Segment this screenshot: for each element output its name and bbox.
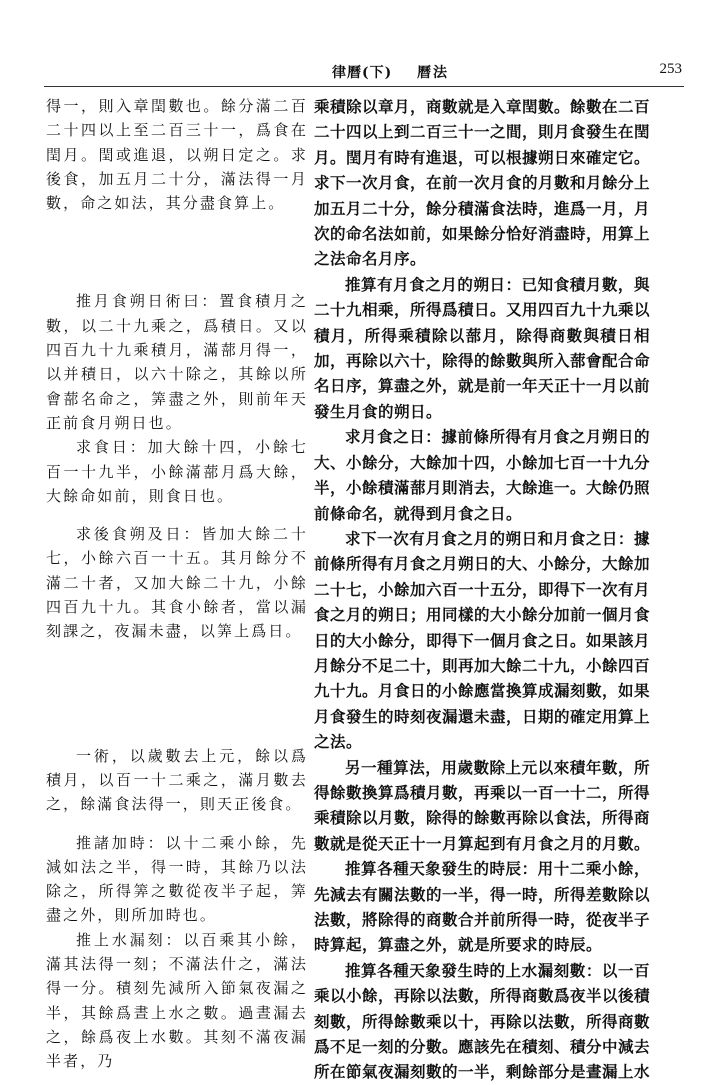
spacer xyxy=(46,817,308,831)
left-paragraph-2: 推月食朔日術曰：置食積月之數，以二十九乘之，爲積日。又以四百九十九乘積月，滿蔀月得一，以并積日，以六十除之，其餘以所會蔀名命之，筭盡之外，則前年天正前食月朔日也。 xyxy=(46,292,308,432)
chapter-title: 律曆(下) xyxy=(332,65,393,81)
running-header xyxy=(42,58,684,84)
section-title: 曆法 xyxy=(417,65,449,81)
right-paragraph-2: 推算有月食之月的朔日：已知食積月數，與二十九相乘，所得爲積日。又用四百九十九乘以積月，所得乘積除以蔀月，除得商數與積日相加，再除以六十，除得的餘數與所入蔀會配合命名日序，算盡之外，就是前一年天正十一月以前發生月食的朔日。 xyxy=(314,274,651,421)
right-paragraph-7: 推算各種天象發生時的上水漏刻數：以一百乘以小餘，再除以法數，所得商數爲夜半以後積刻數，所得餘數乘以十，再除以法數，所得商數爲不足一刻的分數。應該先在積刻、積分中減去所在節氣夜漏刻數的一半，剩餘部分是晝漏上水 xyxy=(314,960,651,1082)
right-column-translation xyxy=(314,94,650,1085)
page-number: 253 xyxy=(659,61,682,77)
right-paragraph-3: 求月食之日：據前條所得有月食之月朔日的大、小餘分，大餘加十四，小餘加七百一十九分半，小餘積滿蔀月則消去，大餘進一。大餘仍照前條命名，就得到月食之日。 xyxy=(314,427,651,523)
right-paragraph-6: 推算各種天象發生的時辰：用十二乘小餘，先減去有關法數的一半，得一時，所得差數除以法數，將除得的商數合并前所得一時，從夜半子時算起，算盡之外，就是所要求的時辰。 xyxy=(314,859,651,955)
right-paragraph-4: 求下一次有月食之月的朔日和月食之日：據前條所得有月食之月朔日的大、小餘分，大餘加二十七，小餘加六百一十五分，即得下一次有月食之月的朔日；用同樣的大小餘分加前一個月食日的大小餘分，即得下一個月食之日。如果該月月餘分不足二十，則再加大餘二十九，小餘四百九十九。月食日的小餘應當換算成漏刻數，如果月食發生的時刻夜漏還未盡，日期的確定用算上之法。 xyxy=(314,528,651,752)
right-paragraph-1: 乘積除以章月，商數就是入章閏數。餘數在二百二十四以上到二百三十一之間，則月食發生在閏月。閏月有時有進退，可以根據朔日來確定它。求下一次月食，在前一次月食的月數和月餘分上加五月二十分，餘分積滿食法時，進爲一月，月次的命名法如前，如果餘分恰好消盡時，用算上之法命名月序。 xyxy=(314,97,651,269)
spacer xyxy=(46,215,308,289)
left-paragraph-6: 推諸加時：以十二乘小餘，先減如法之半，得一時，其餘乃以法除之，所得筭之數從夜半子起，筭盡之外，則所加時也。 xyxy=(46,833,308,925)
left-column-classical-text xyxy=(46,94,308,1074)
right-paragraph-5: 另一種算法，用歲數除上元以來積年數，所得餘數換算爲積月數，再乘以一百一十二，所得乘積除以月數，除得的餘數再除以食法，所得商數就是從天正十一月算起到有月食之月的月數。 xyxy=(314,757,651,853)
left-paragraph-1: 得一，則入章閏數也。餘分滿二百二十四以上至二百三十一，爲食在閏月。閏或進退，以朔日定之。求後食，加五月二十分，滿法得一月數，命之如法，其分盡食算上。 xyxy=(46,97,308,213)
spacer xyxy=(46,644,308,744)
left-paragraph-5: 一術，以歲數去上元，餘以爲積月，以百一十二乘之，滿月數去之，餘滿食法得一，則天正後食。 xyxy=(46,746,308,814)
header-rule xyxy=(44,86,684,87)
left-paragraph-7: 推上水漏刻：以百乘其小餘，滿其法得一刻；不滿法什之，滿法得一分。積刻先減所入節氣夜漏之半，其餘爲晝上水之數。過晝漏去之，餘爲夜上水數。其刻不滿夜漏半者，乃 xyxy=(46,930,308,1071)
left-paragraph-3: 求食日：加大餘十四，小餘七百一十九半，小餘滿蔀月爲大餘，大餘命如前，則食日也。 xyxy=(46,438,308,505)
spacer xyxy=(46,508,308,522)
left-paragraph-4: 求後食朔及日：皆加大餘二十七，小餘六百一十五。其月餘分不滿二十者，又加大餘二十九，小餘四百九十九。其食小餘者，當以漏刻課之，夜漏未盡，以筭上爲日。 xyxy=(46,525,308,641)
